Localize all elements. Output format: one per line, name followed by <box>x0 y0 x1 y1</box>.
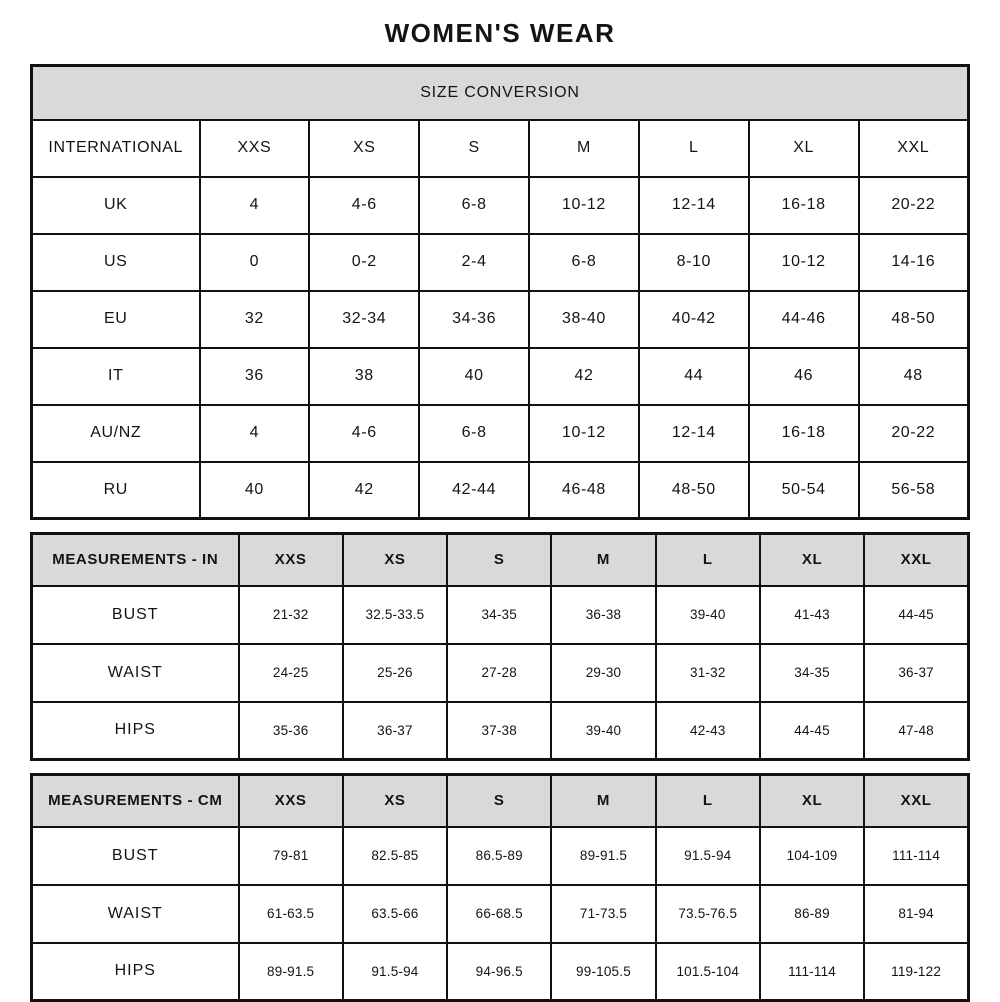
size-cell: 12-14 <box>639 177 749 234</box>
measurement-cell: 34-35 <box>447 586 551 644</box>
size-cell: 42 <box>309 462 419 519</box>
column-header: L <box>656 534 760 586</box>
table-row <box>32 177 969 234</box>
size-cell: 40 <box>200 462 310 519</box>
size-cell: 6-8 <box>529 234 639 291</box>
measurement-cell: 79-81 <box>239 827 343 885</box>
table-row <box>32 462 969 519</box>
size-cell: 32-34 <box>309 291 419 348</box>
column-header: XXS <box>239 775 343 827</box>
measurements-cm-table <box>30 773 970 1002</box>
size-cell: 14-16 <box>859 234 969 291</box>
column-header: XXL <box>864 534 968 586</box>
size-cell: 4-6 <box>309 177 419 234</box>
measurement-cell: 47-48 <box>864 702 968 760</box>
size-cell: 10-12 <box>529 177 639 234</box>
measurements-in-header: MEASUREMENTS - IN <box>32 534 239 586</box>
measurement-cell: 29-30 <box>551 644 655 702</box>
row-label: HIPS <box>32 943 239 1001</box>
measurement-cell: 32.5-33.5 <box>343 586 447 644</box>
measurement-cell: 71-73.5 <box>551 885 655 943</box>
size-cell: 36 <box>200 348 310 405</box>
row-label: HIPS <box>32 702 239 760</box>
column-header: M <box>551 534 655 586</box>
size-cell: 10-12 <box>749 234 859 291</box>
measurement-cell: 36-37 <box>343 702 447 760</box>
measurement-cell: 27-28 <box>447 644 551 702</box>
size-cell: 50-54 <box>749 462 859 519</box>
table-row <box>32 291 969 348</box>
measurement-cell: 24-25 <box>239 644 343 702</box>
size-cell: 38-40 <box>529 291 639 348</box>
column-header-row <box>32 775 969 827</box>
size-cell: 48-50 <box>639 462 749 519</box>
table-header-row <box>32 66 969 120</box>
column-header: XL <box>760 775 864 827</box>
size-cell: 10-12 <box>529 405 639 462</box>
size-cell: 20-22 <box>859 405 969 462</box>
column-header: S <box>447 534 551 586</box>
size-cell: 46 <box>749 348 859 405</box>
size-cell: 46-48 <box>529 462 639 519</box>
size-cell: 42 <box>529 348 639 405</box>
column-header: INTERNATIONAL <box>32 120 200 177</box>
table-row <box>32 702 969 760</box>
size-cell: 4-6 <box>309 405 419 462</box>
size-cell: 32 <box>200 291 310 348</box>
size-cell: 0-2 <box>309 234 419 291</box>
size-cell: 6-8 <box>419 405 529 462</box>
size-cell: 44 <box>639 348 749 405</box>
size-cell: 40-42 <box>639 291 749 348</box>
column-header: XXS <box>239 534 343 586</box>
size-cell: 2-4 <box>419 234 529 291</box>
measurement-cell: 91.5-94 <box>343 943 447 1001</box>
size-cell: 48-50 <box>859 291 969 348</box>
column-header: M <box>551 775 655 827</box>
column-header: S <box>419 120 529 177</box>
measurement-cell: 41-43 <box>760 586 864 644</box>
measurement-cell: 66-68.5 <box>447 885 551 943</box>
table-row <box>32 348 969 405</box>
measurement-cell: 101.5-104 <box>656 943 760 1001</box>
table-row <box>32 827 969 885</box>
column-header-row <box>32 120 969 177</box>
measurements-cm-header: MEASUREMENTS - CM <box>32 775 239 827</box>
size-cell: 44-46 <box>749 291 859 348</box>
measurement-cell: 35-36 <box>239 702 343 760</box>
size-cell: 4 <box>200 177 310 234</box>
column-header: XL <box>749 120 859 177</box>
size-cell: 12-14 <box>639 405 749 462</box>
table-row <box>32 405 969 462</box>
column-header: S <box>447 775 551 827</box>
measurement-cell: 111-114 <box>864 827 968 885</box>
row-label: BUST <box>32 586 239 644</box>
measurement-cell: 119-122 <box>864 943 968 1001</box>
measurement-cell: 86.5-89 <box>447 827 551 885</box>
row-label: BUST <box>32 827 239 885</box>
measurement-cell: 39-40 <box>551 702 655 760</box>
size-cell: 34-36 <box>419 291 529 348</box>
size-cell: 8-10 <box>639 234 749 291</box>
column-header: XL <box>760 534 864 586</box>
column-header: L <box>639 120 749 177</box>
column-header: XXL <box>859 120 969 177</box>
measurement-cell: 111-114 <box>760 943 864 1001</box>
size-cell: 16-18 <box>749 405 859 462</box>
size-cell: 0 <box>200 234 310 291</box>
measurement-cell: 42-43 <box>656 702 760 760</box>
measurement-cell: 91.5-94 <box>656 827 760 885</box>
measurement-cell: 21-32 <box>239 586 343 644</box>
size-conversion-header: SIZE CONVERSION <box>32 66 969 120</box>
row-label: WAIST <box>32 644 239 702</box>
measurement-cell: 36-38 <box>551 586 655 644</box>
measurement-cell: 104-109 <box>760 827 864 885</box>
measurement-cell: 86-89 <box>760 885 864 943</box>
measurement-cell: 63.5-66 <box>343 885 447 943</box>
row-label: AU/NZ <box>32 405 200 462</box>
size-cell: 48 <box>859 348 969 405</box>
column-header: M <box>529 120 639 177</box>
column-header: XXS <box>200 120 310 177</box>
column-header: L <box>656 775 760 827</box>
column-header: XS <box>309 120 419 177</box>
column-header: XS <box>343 775 447 827</box>
table-row <box>32 234 969 291</box>
measurement-cell: 44-45 <box>864 586 968 644</box>
size-cell: 38 <box>309 348 419 405</box>
size-cell: 16-18 <box>749 177 859 234</box>
measurement-cell: 94-96.5 <box>447 943 551 1001</box>
measurement-cell: 39-40 <box>656 586 760 644</box>
column-header-row <box>32 534 969 586</box>
size-conversion-table <box>30 64 970 520</box>
measurement-cell: 25-26 <box>343 644 447 702</box>
page-title: WOMEN'S WEAR <box>384 18 616 48</box>
row-label: UK <box>32 177 200 234</box>
row-label: EU <box>32 291 200 348</box>
measurement-cell: 89-91.5 <box>551 827 655 885</box>
measurement-cell: 37-38 <box>447 702 551 760</box>
row-label: RU <box>32 462 200 519</box>
row-label: US <box>32 234 200 291</box>
measurement-cell: 99-105.5 <box>551 943 655 1001</box>
measurement-cell: 81-94 <box>864 885 968 943</box>
measurement-cell: 36-37 <box>864 644 968 702</box>
size-cell: 20-22 <box>859 177 969 234</box>
measurement-cell: 34-35 <box>760 644 864 702</box>
table-row <box>32 644 969 702</box>
size-cell: 42-44 <box>419 462 529 519</box>
measurement-cell: 31-32 <box>656 644 760 702</box>
column-header: XS <box>343 534 447 586</box>
measurement-cell: 73.5-76.5 <box>656 885 760 943</box>
table-row <box>32 885 969 943</box>
measurements-in-table <box>30 532 970 761</box>
row-label: WAIST <box>32 885 239 943</box>
measurement-cell: 82.5-85 <box>343 827 447 885</box>
size-cell: 6-8 <box>419 177 529 234</box>
size-cell: 4 <box>200 405 310 462</box>
measurement-cell: 61-63.5 <box>239 885 343 943</box>
row-label: IT <box>32 348 200 405</box>
measurement-cell: 89-91.5 <box>239 943 343 1001</box>
size-cell: 40 <box>419 348 529 405</box>
table-row <box>32 943 969 1001</box>
measurement-cell: 44-45 <box>760 702 864 760</box>
column-header: XXL <box>864 775 968 827</box>
size-cell: 56-58 <box>859 462 969 519</box>
table-row <box>32 586 969 644</box>
